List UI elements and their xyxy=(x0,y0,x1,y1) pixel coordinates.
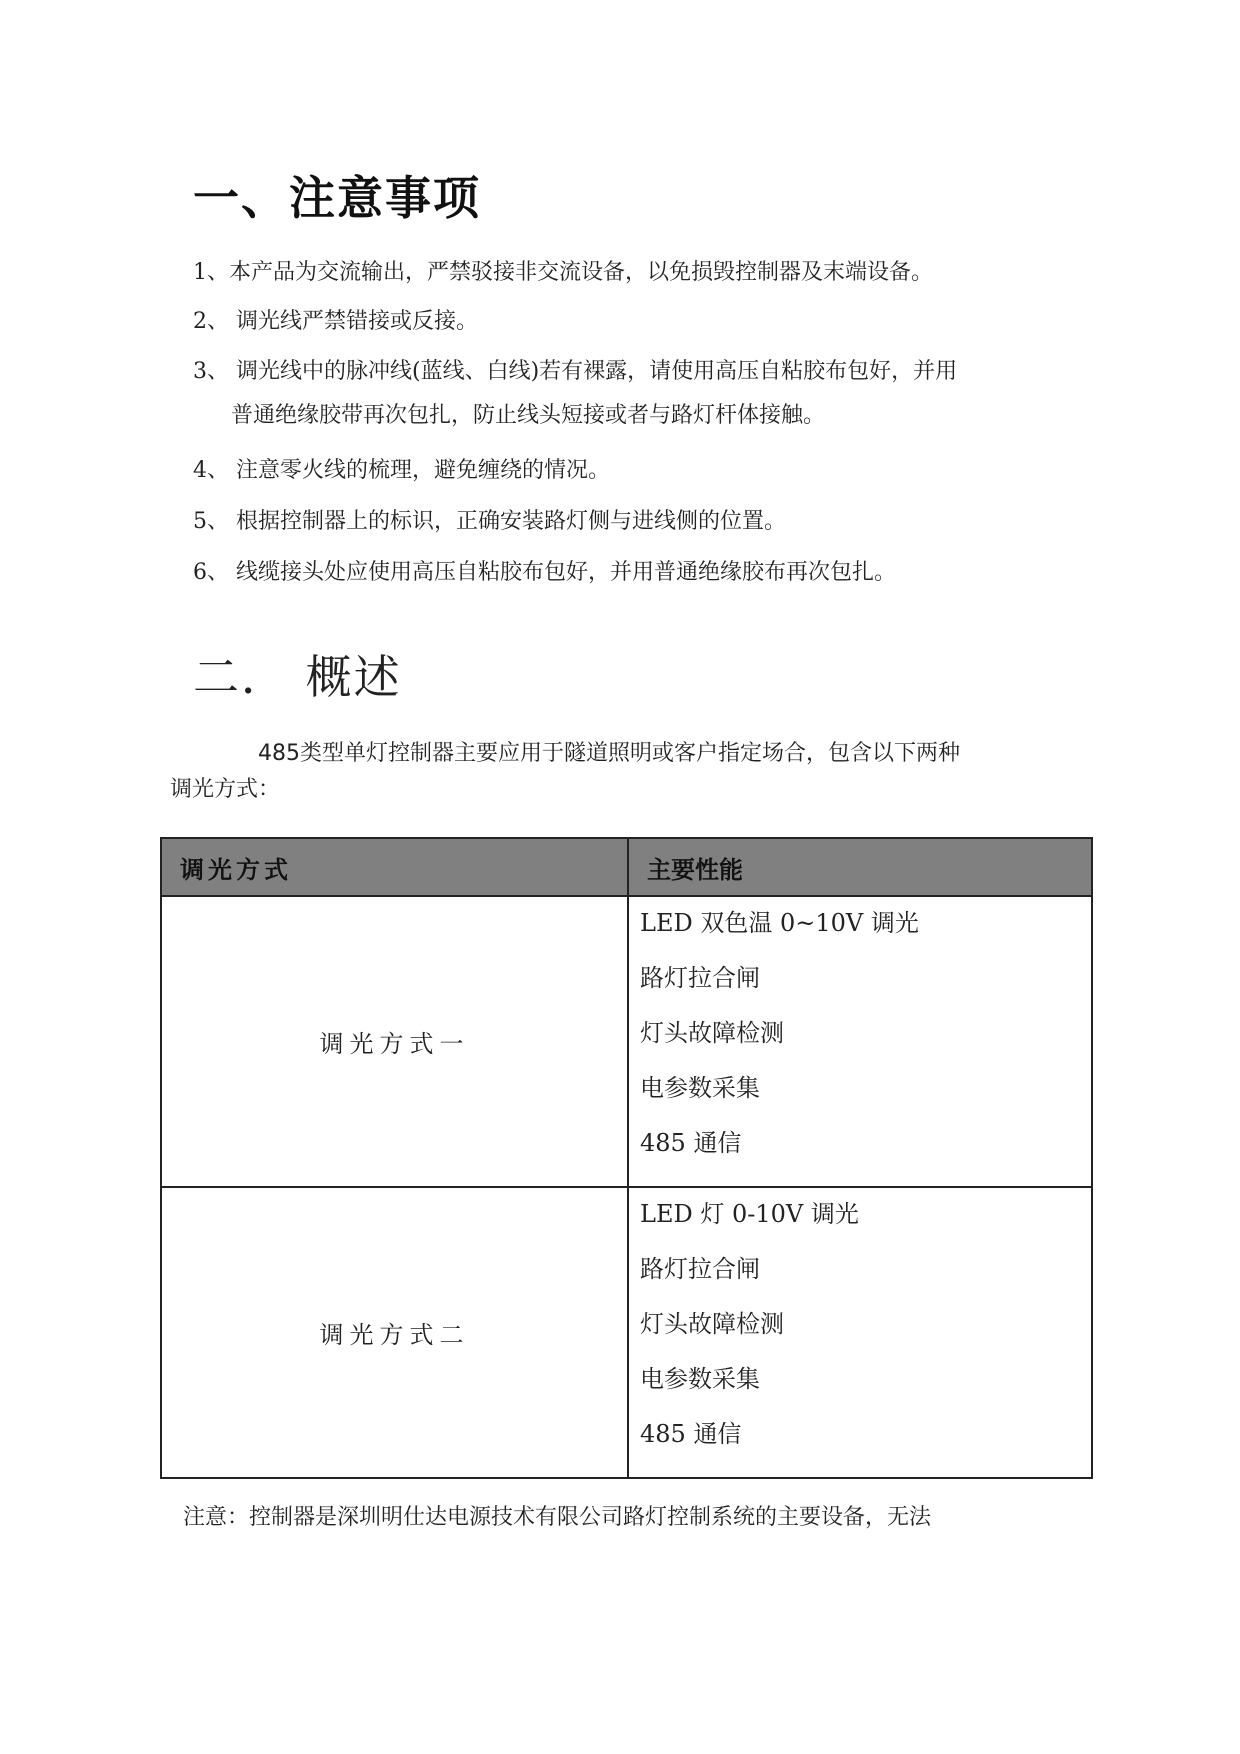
note-item-3 xyxy=(193,361,957,427)
note-number: 3、 xyxy=(193,359,229,384)
note-text: 调光线严禁错接或反接。 xyxy=(229,309,478,334)
note-item-2 xyxy=(193,311,478,333)
note-text: 调光线中的脉冲线(蓝线、白线)若有裸露，请使用高压自粘胶布包好，并用 xyxy=(229,359,958,384)
feature-item: LED 灯 0-10V 调光 xyxy=(640,1200,859,1228)
mode-cell: 调光方式二 xyxy=(161,1187,628,1478)
note-item-6 xyxy=(193,562,896,584)
note-number: 1、 xyxy=(193,260,229,285)
overview-line-1: 485类型单灯控制器主要应用于隧道照明或客户指定场合，包含以下两种 xyxy=(258,741,960,766)
footer-note: 注意：控制器是深圳明仕达电源技术有限公司路灯控制系统的主要设备，无法 xyxy=(183,1505,932,1530)
section-2-title: 二． 概述 xyxy=(193,650,402,704)
feature-item: 电参数采集 xyxy=(640,1365,760,1393)
note-number: 6、 xyxy=(193,560,229,585)
table-header-row xyxy=(161,838,1092,896)
overview-paragraph xyxy=(170,736,1070,808)
note-number: 2、 xyxy=(193,309,229,334)
dimming-modes-table xyxy=(160,837,1093,1479)
header-main-performance: 主要性能 xyxy=(628,838,1092,896)
note-text: 根据控制器上的标识，正确安装路灯侧与进线侧的位置。 xyxy=(229,509,786,534)
note-text-continued: 普通绝缘胶带再次包扎，防止线头短接或者与路灯杆体接触。 xyxy=(231,403,826,428)
feature-item: 路灯拉合闸 xyxy=(640,1255,760,1283)
overview-line-2: 调光方式： xyxy=(170,777,281,802)
feature-item: 485 通信 xyxy=(640,1129,742,1157)
note-number: 5、 xyxy=(193,509,229,534)
header-dimming-mode: 调光方式 xyxy=(161,838,628,896)
table-row xyxy=(161,1187,1092,1478)
note-item-5 xyxy=(193,511,786,533)
note-number: 4、 xyxy=(193,458,229,483)
feature-item: 路灯拉合闸 xyxy=(640,964,760,992)
features-cell xyxy=(628,896,1092,1187)
feature-item: 485 通信 xyxy=(640,1420,742,1448)
note-item-1 xyxy=(193,262,933,284)
feature-item: LED 双色温 0~10V 调光 xyxy=(640,909,919,937)
section-1-title: 一、注意事项 xyxy=(193,171,481,225)
note-text: 注意零火线的梳理，避免缠绕的情况。 xyxy=(229,458,610,483)
note-text: 本产品为交流输出，严禁驳接非交流设备，以免损毁控制器及末端设备。 xyxy=(229,260,934,285)
features-cell xyxy=(628,1187,1092,1478)
table-row xyxy=(161,896,1092,1187)
note-item-4 xyxy=(193,460,610,482)
feature-item: 灯头故障检测 xyxy=(640,1310,784,1338)
feature-item: 电参数采集 xyxy=(640,1074,760,1102)
feature-item: 灯头故障检测 xyxy=(640,1019,784,1047)
note-text: 线缆接头处应使用高压自粘胶布包好，并用普通绝缘胶布再次包扎。 xyxy=(229,560,896,585)
mode-cell: 调光方式一 xyxy=(161,896,628,1187)
